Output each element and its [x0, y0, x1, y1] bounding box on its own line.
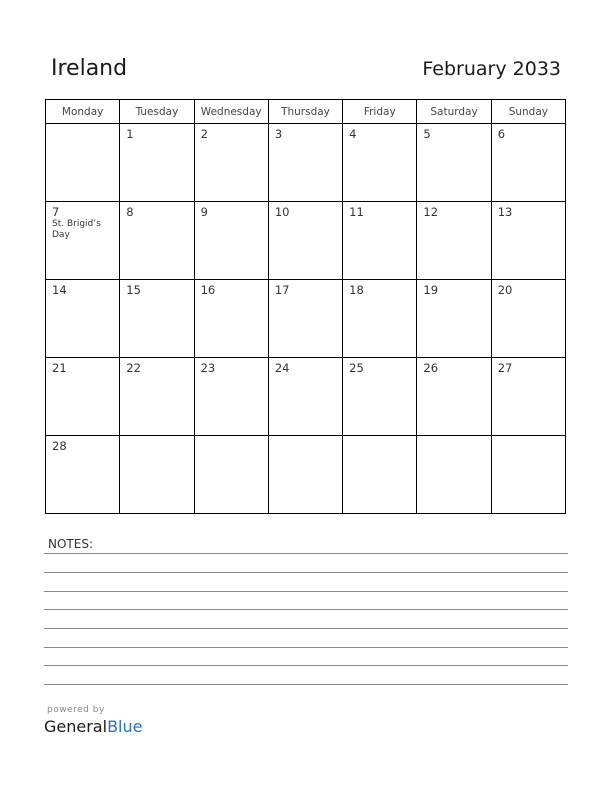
notes-line	[44, 628, 568, 629]
day-cell	[417, 358, 491, 436]
brand-name-blue: Blue	[107, 717, 143, 736]
day-cell	[268, 280, 342, 358]
day-cell	[343, 202, 417, 280]
day-number: 2	[200, 127, 208, 141]
day-number: 1	[126, 127, 134, 141]
day-number: 18	[349, 283, 364, 297]
day-number: 19	[423, 283, 439, 297]
day-number: 5	[423, 127, 431, 141]
day-number: 17	[274, 283, 290, 297]
day-number: 25	[349, 361, 364, 375]
day-number: 22	[126, 361, 141, 375]
notes-line	[44, 553, 568, 554]
notes-line	[44, 684, 568, 685]
notes-line	[44, 647, 568, 648]
day-cell	[268, 436, 342, 514]
day-number: 11	[349, 205, 364, 219]
day-number: 12	[423, 205, 439, 219]
day-number: 6	[497, 127, 506, 141]
weekday-monday: Monday	[46, 100, 120, 124]
weekday-tuesday: Tuesday	[120, 100, 194, 124]
day-number: 26	[423, 361, 439, 375]
day-cell	[491, 436, 565, 514]
day-number: 14	[52, 283, 67, 297]
day-number: 3	[274, 127, 283, 141]
day-cell	[268, 124, 342, 202]
day-cell	[491, 280, 565, 358]
notes-line	[44, 609, 568, 610]
week-row	[46, 124, 566, 202]
day-cell	[491, 202, 565, 280]
day-cell	[343, 358, 417, 436]
day-number: 15	[126, 283, 141, 297]
day-cell	[343, 280, 417, 358]
day-cell	[120, 436, 194, 514]
weekday-saturday: Saturday	[417, 100, 491, 124]
day-cell	[417, 436, 491, 514]
day-cell	[343, 436, 417, 514]
week-row	[46, 358, 566, 436]
weekday-thursday: Thursday	[268, 100, 342, 124]
day-cell	[417, 202, 491, 280]
day-number: 13	[497, 205, 513, 219]
day-number: 27	[497, 361, 513, 375]
month-title: February 2033	[422, 58, 561, 80]
country-title: Ireland	[51, 56, 128, 81]
day-cell	[46, 358, 120, 436]
day-cell	[194, 280, 268, 358]
brand-logo	[44, 717, 142, 736]
day-number: 7	[52, 205, 60, 219]
day-cell	[194, 436, 268, 514]
day-number: 21	[52, 361, 67, 375]
day-number: 4	[349, 127, 357, 141]
day-cell	[46, 280, 120, 358]
day-cell	[120, 202, 194, 280]
week-row	[46, 436, 566, 514]
notes-line	[44, 591, 568, 592]
day-cell	[491, 358, 565, 436]
day-cell	[268, 358, 342, 436]
brand-name-general: General	[44, 717, 108, 736]
powered-by-text: powered by	[47, 705, 105, 715]
calendar-grid	[45, 99, 566, 514]
day-number: 8	[126, 205, 134, 219]
holiday-label: St. Brigid’s Day	[52, 219, 101, 240]
day-number: 9	[200, 205, 208, 219]
day-number: 24	[274, 361, 290, 375]
weekday-header-row	[46, 100, 566, 124]
day-cell	[120, 124, 194, 202]
day-cell	[120, 358, 194, 436]
day-cell	[120, 280, 194, 358]
day-number: 10	[274, 205, 290, 219]
weekday-friday: Friday	[343, 100, 417, 124]
day-cell	[194, 124, 268, 202]
notes-line	[44, 572, 568, 573]
weekday-sunday: Sunday	[491, 100, 565, 124]
weekday-wednesday: Wednesday	[194, 100, 268, 124]
notes-line	[44, 665, 568, 666]
day-cell	[46, 124, 120, 202]
day-cell	[268, 202, 342, 280]
day-cell	[417, 124, 491, 202]
day-number: 20	[497, 283, 513, 297]
day-number: 16	[200, 283, 216, 297]
day-cell	[46, 436, 120, 514]
notes-label: NOTES:	[48, 537, 93, 551]
day-number: 23	[200, 361, 216, 375]
day-cell	[194, 358, 268, 436]
day-cell	[491, 124, 565, 202]
day-cell	[194, 202, 268, 280]
day-cell	[417, 280, 491, 358]
day-cell	[46, 202, 120, 280]
day-cell	[343, 124, 417, 202]
week-row	[46, 280, 566, 358]
day-number: 28	[52, 439, 67, 453]
week-row	[46, 202, 566, 280]
